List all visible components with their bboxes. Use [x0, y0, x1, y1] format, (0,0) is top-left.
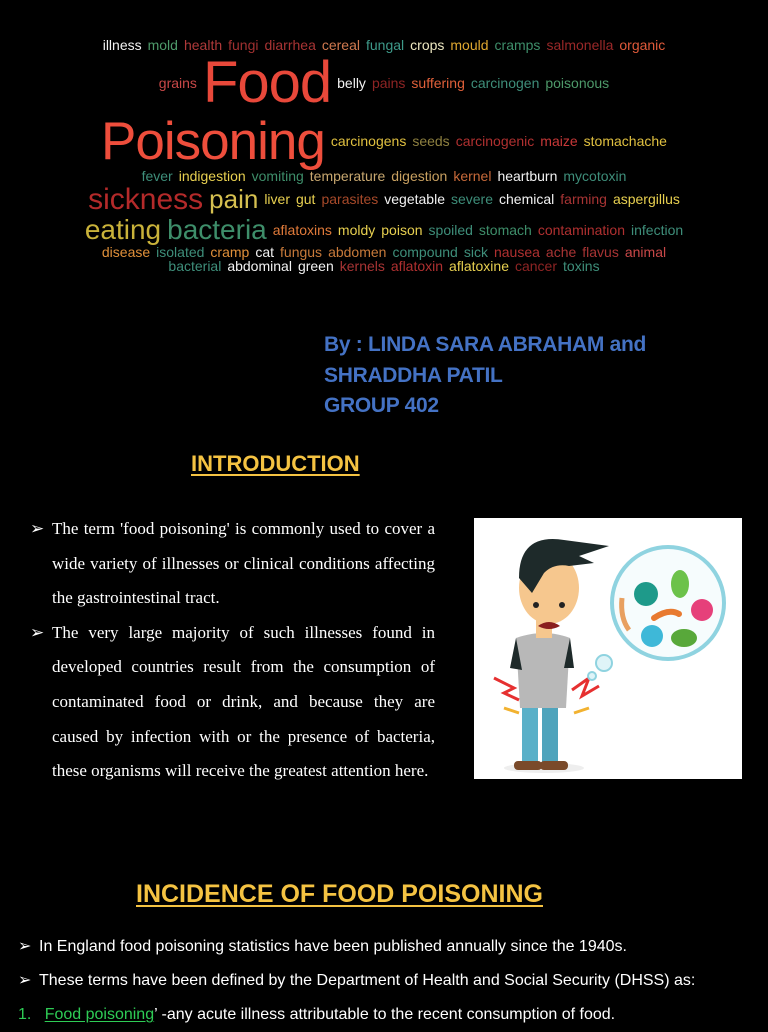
cloud-word: poisonous: [545, 74, 610, 91]
arrow-bullet-icon: ➢: [18, 938, 32, 955]
cloud-word: ache: [545, 243, 577, 260]
cloud-word: stomach: [478, 221, 532, 238]
cloud-word: mold: [147, 37, 178, 53]
cloud-word: salmonella: [546, 37, 614, 53]
cloud-word: vegetable: [384, 191, 445, 208]
cloud-word: Food: [202, 49, 332, 115]
cloud-word: infection: [631, 221, 684, 238]
bullet-item: [30, 616, 435, 789]
incidence-heading: INCIDENCE OF FOOD POISONING: [136, 880, 543, 908]
authors-line: SHRADDHA PATIL: [324, 363, 503, 387]
cloud-word: cancer: [514, 258, 558, 275]
cloud-word: aflatoxins: [272, 221, 332, 238]
cloud-word: organic: [619, 37, 666, 53]
paragraph: The very large majority of such illnesses found in developed countries result from the consumption of contaminated food or drink, and because they are caused by infection with or the presence of bacteria, these organisms will receive the greatest attention here.: [52, 622, 435, 781]
cloud-word: suffering: [411, 74, 465, 91]
cloud-word: contamination: [537, 221, 625, 238]
definition-text: ’ -any acute illness attributable to the recent consumption of food.: [154, 1006, 616, 1023]
cloud-word: abdomen: [328, 243, 387, 260]
cloud-word: poison: [381, 221, 423, 238]
cloud-word: nausea: [493, 243, 540, 260]
sick-man-illustration: [474, 518, 742, 779]
arrow-bullet-icon: ➢: [18, 972, 32, 989]
cloud-word: cramps: [494, 37, 541, 53]
cloud-word: temperature: [309, 168, 386, 185]
cloud-word: digestion: [391, 168, 448, 185]
cloud-word: compound: [392, 243, 458, 260]
cloud-word: moldy: [337, 221, 376, 238]
cloud-word: spoiled: [428, 221, 473, 238]
cloud-word: fever: [141, 168, 173, 185]
cloud-word: chemical: [499, 191, 555, 208]
cloud-word: flavus: [582, 243, 619, 260]
cloud-word: sickness: [88, 182, 204, 216]
cloud-word: kernel: [453, 168, 492, 185]
cloud-word: stomachache: [583, 133, 667, 150]
arrow-bullet-icon: ➢: [30, 622, 45, 642]
incidence-text: [18, 930, 695, 1032]
item-number: 1.: [18, 1006, 32, 1023]
cloud-word: disease: [101, 243, 151, 260]
cloud-word: parasites: [321, 191, 379, 208]
authors-line: By : LINDA SARA ABRAHAM and: [324, 333, 647, 356]
cloud-word: cramp: [210, 243, 250, 260]
group-line: GROUP 402: [324, 394, 439, 417]
introduction-text: [30, 512, 435, 789]
cloud-word: fungi: [228, 37, 259, 53]
paragraph: The term 'food poisoning' is commonly used to cover a wide variety of illnesses or clinical conditions affecting the gastrointestinal tract.: [52, 519, 435, 608]
arrow-bullet-icon: ➢: [30, 519, 45, 538]
introduction-heading: INTRODUCTION: [191, 451, 360, 476]
bullet-item: [18, 930, 695, 964]
cloud-word: aflatoxine: [449, 258, 509, 275]
cloud-word: belly: [337, 74, 366, 91]
cloud-word: farming: [560, 191, 607, 208]
cloud-word: cat: [255, 243, 275, 260]
numbered-item: [18, 998, 695, 1032]
cloud-word: health: [183, 37, 223, 53]
cloud-word: mould: [450, 37, 489, 53]
cloud-word: vomiting: [251, 168, 304, 185]
food-poisoning-term: Food poisoning: [44, 1006, 155, 1023]
cloud-word: Poisoning: [101, 111, 325, 171]
cloud-word: pains: [371, 74, 406, 91]
cloud-word: cereal: [321, 37, 360, 53]
authors-block: [324, 330, 646, 422]
cloud-word: indigestion: [178, 168, 246, 185]
cloud-word: mycotoxin: [563, 168, 627, 185]
cloud-word: heartburn: [497, 168, 558, 185]
cloud-word: aspergillus: [612, 191, 680, 208]
cloud-word: grains: [158, 74, 197, 91]
cloud-word: illness: [102, 37, 142, 53]
cloud-word: toxins: [563, 258, 600, 275]
bullet-text: These terms have been defined by the Department of Health and Social Security (DHSS) as:: [39, 972, 696, 989]
cloud-word: isolated: [156, 243, 205, 260]
cloud-word: carcinogen: [470, 74, 540, 91]
cloud-word: sick: [463, 243, 488, 260]
bullet-item: [18, 964, 695, 998]
food-poisoning-word-cloud: [84, 38, 684, 274]
bullet-text: In England food poisoning statistics have been published annually since the 1940s.: [39, 938, 627, 955]
cloud-word: maize: [540, 133, 578, 150]
cloud-word: bacteria: [167, 214, 267, 246]
cloud-word: aflatoxin: [390, 258, 444, 275]
bullet-item: [30, 512, 435, 616]
cloud-word: crops: [410, 37, 445, 53]
cloud-word: fungus: [280, 243, 323, 260]
cloud-word: gut: [295, 191, 316, 208]
cloud-word: fungal: [366, 37, 405, 53]
cloud-word: pain: [209, 184, 259, 214]
cloud-word: abdominal: [227, 258, 292, 275]
cloud-word: bacterial: [168, 258, 222, 275]
cloud-word: severe: [450, 191, 494, 208]
cloud-word: animal: [624, 243, 667, 260]
cloud-word: green: [297, 258, 334, 275]
cloud-word: kernels: [339, 258, 385, 275]
cloud-word: carcinogenic: [455, 133, 535, 150]
cloud-word: liver: [264, 191, 290, 208]
cloud-word: seeds: [412, 133, 450, 150]
cloud-word: eating: [84, 214, 162, 246]
cloud-word: carcinogens: [330, 133, 407, 150]
cloud-word: diarrhea: [264, 37, 316, 53]
